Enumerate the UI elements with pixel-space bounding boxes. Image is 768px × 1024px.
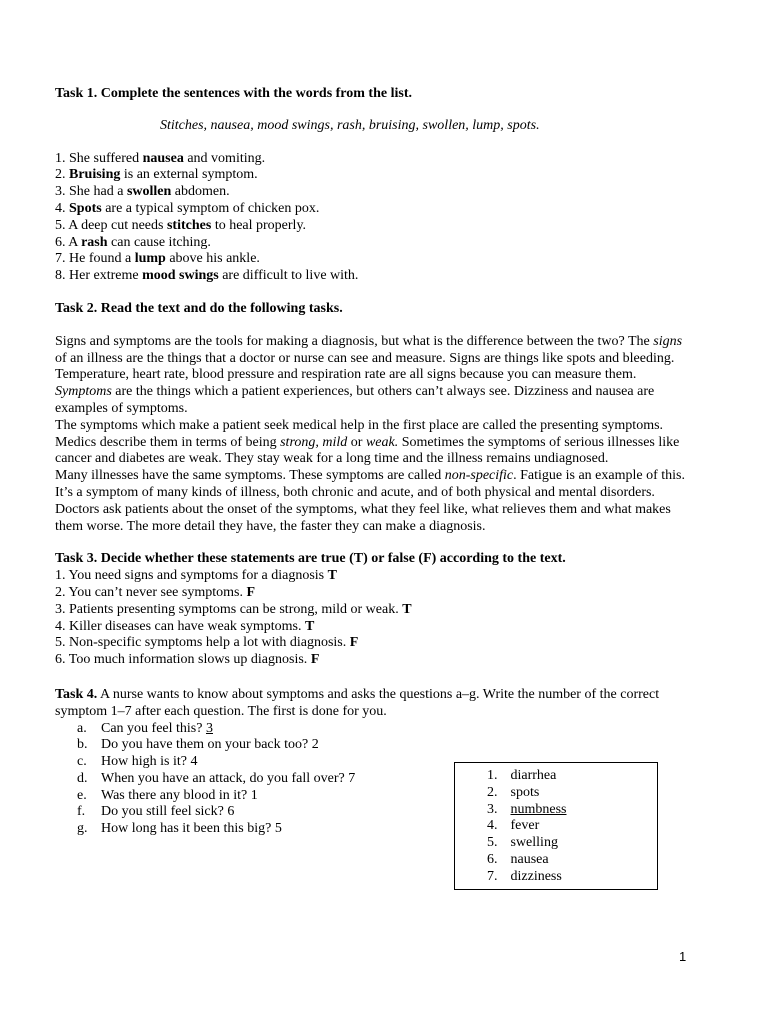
term-strong-mild: strong, mild xyxy=(280,434,348,450)
sentence-text: 5. A deep cut needs xyxy=(55,217,167,233)
symptom-name: swelling xyxy=(510,835,558,851)
sentence xyxy=(55,167,695,184)
answer-word: Spots xyxy=(69,200,102,216)
question-answer: 4 xyxy=(190,754,198,770)
symptom-name: dizziness xyxy=(510,868,562,884)
question-text: How long has it been this big? xyxy=(101,821,275,837)
sentence xyxy=(55,235,695,252)
task3-statements xyxy=(55,568,695,669)
symptom-box xyxy=(454,762,658,890)
symptom-name: diarrhea xyxy=(510,768,557,783)
question-letter: a. xyxy=(77,720,87,736)
task4-heading: Task 4. xyxy=(55,686,98,702)
answer-word: nausea xyxy=(142,150,184,166)
task2-paragraph-1 xyxy=(55,334,695,418)
question-answer: 6 xyxy=(227,804,235,820)
sentence-text: is an external symptom. xyxy=(120,167,258,183)
sentence-text: 3. She had a xyxy=(55,184,127,200)
question-answer: 7 xyxy=(348,770,356,786)
sentence-text: 1. She suffered xyxy=(55,150,143,166)
question-text: Can you feel this? xyxy=(101,720,206,736)
sentence-text: 2. xyxy=(55,167,69,183)
sentence-text: abdomen. xyxy=(171,184,230,200)
worksheet xyxy=(55,86,695,838)
symptom-name: spots xyxy=(510,784,540,800)
symptom-name: fever xyxy=(510,818,540,834)
text-run: . Fatigue is an example of this. It’s a symptom of many kinds of illness, both chronic and acute, and of both physical and mental disorders. xyxy=(55,468,685,500)
sentence xyxy=(55,251,695,268)
question-answer: 3 xyxy=(205,720,213,736)
term-non-specific: non-specific xyxy=(444,468,514,484)
question-text: Was there any blood in it? xyxy=(101,787,251,803)
symptom-item xyxy=(487,768,657,785)
statement-text: 6. Too much information slows up diagnosis. xyxy=(55,652,311,668)
task2-paragraph-3 xyxy=(55,468,695,502)
sentence xyxy=(55,151,695,168)
answer-word: stitches xyxy=(166,217,212,233)
statement-text: 5. Non-specific symptoms help a lot with diagnosis. xyxy=(55,635,350,651)
text-run: are the things which a patient experiences, but others can’t always see. Dizziness and nausea are examples of symptoms. xyxy=(55,384,655,416)
symptom-item xyxy=(487,835,657,852)
symptom-name: numbness xyxy=(510,801,567,817)
symptom-item xyxy=(487,852,657,869)
statement-answer: T xyxy=(402,601,412,617)
term-signs: signs xyxy=(653,333,683,349)
symptom-item xyxy=(487,818,657,835)
question-text: When you have an attack, do you fall over? xyxy=(101,770,349,786)
statement-answer: F xyxy=(349,635,359,651)
sentence-text: to heal properly. xyxy=(211,217,307,233)
task4-intro xyxy=(55,687,695,721)
question-letter: g. xyxy=(77,821,88,837)
statement-text: 2. You can’t never see symptoms. xyxy=(55,584,247,600)
task2-paragraph-4: Doctors ask patients about the onset of the symptoms, what they feel like, what relieves them and what makes them worse. The more detail they have, the faster they can make a diagnosis. xyxy=(55,501,671,534)
sentence-text: are difficult to live with. xyxy=(218,268,359,284)
question-letter: d. xyxy=(77,770,88,786)
sentence xyxy=(55,201,695,218)
answer-word: lump xyxy=(134,251,166,267)
symptom-number: 2. xyxy=(487,784,498,800)
answer-word: swollen xyxy=(126,184,172,200)
task3-heading: Task 3. Decide whether these statements are true (T) or false (F) according to the text. xyxy=(55,551,566,567)
question-letter: b. xyxy=(77,737,88,753)
statement-answer: T xyxy=(327,568,337,584)
statement-answer: F xyxy=(310,652,320,668)
sentence-text: above his ankle. xyxy=(165,251,260,267)
task2-text xyxy=(55,334,695,536)
task1-heading: Task 1. Complete the sentences with the words from the list. xyxy=(55,86,412,101)
statement xyxy=(55,585,695,602)
symptom-number: 4. xyxy=(487,818,498,834)
question-answer: 5 xyxy=(274,821,282,837)
sentence-text: can cause itching. xyxy=(107,234,211,250)
symptom-number: 1. xyxy=(487,768,498,783)
task1-word-list: Stitches, nausea, mood swings, rash, bruising, swollen, lump, spots. xyxy=(160,117,540,133)
statement xyxy=(55,568,695,585)
term-symptoms: Symptoms xyxy=(55,384,112,400)
sentence-text: 8. Her extreme xyxy=(55,268,143,284)
statement-answer: T xyxy=(305,618,315,634)
symptom-name: nausea xyxy=(510,851,549,867)
sentence-text: and vomiting. xyxy=(183,150,266,166)
question-letter: c. xyxy=(77,754,87,770)
symptom-item xyxy=(487,869,657,886)
sentence-text: are a typical symptom of chicken pox. xyxy=(101,200,320,216)
symptom-number: 3. xyxy=(487,801,498,817)
question-item xyxy=(77,721,695,738)
symptom-number: 6. xyxy=(487,851,498,867)
question-answer: 2 xyxy=(311,737,319,753)
text-run: or xyxy=(347,434,366,450)
task1-sentences xyxy=(55,151,695,285)
task2-heading: Task 2. Read the text and do the following tasks. xyxy=(55,300,343,316)
statement-answer: F xyxy=(246,584,256,600)
text-run: Many illnesses have the same symptoms. These symptoms are called xyxy=(55,468,445,484)
question-answer: 1 xyxy=(250,787,258,803)
text-run: of an illness are the things that a doctor or nurse can see and measure. Signs are things like spots and bleeding. Temperature, heart rate, blood pressure and respiration rate are all signs because you can measure them. xyxy=(55,350,675,383)
statement-text: 1. You need signs and symptoms for a diagnosis xyxy=(55,568,328,584)
symptom-item xyxy=(487,802,657,819)
task4-instructions: A nurse wants to know about symptoms and asks the questions a–g. Write the number of the correct symptom 1–7 after each question. The first is done for you. xyxy=(55,686,660,719)
term-weak: weak. xyxy=(365,434,399,450)
answer-word: mood swings xyxy=(142,268,219,284)
question-item xyxy=(77,737,695,754)
text-run: The symptoms which make a patient seek medical help in the first place are called the presenting symptoms. Medics describe them in terms of being xyxy=(55,417,664,450)
statement xyxy=(55,635,695,652)
question-letter: f. xyxy=(77,804,86,820)
text-run: Signs and symptoms are the tools for making a diagnosis, but what is the difference between the two? The xyxy=(55,333,654,349)
page-number: 1 xyxy=(679,949,687,964)
text-run: Sometimes the symptoms of serious illnesses like cancer and diabetes are weak. They stay weak for a long time and the illness remains undiagnosed. xyxy=(55,434,680,467)
statement-text: 3. Patients presenting symptoms can be strong, mild or weak. xyxy=(55,601,403,617)
sentence-text: 7. He found a xyxy=(55,251,135,267)
question-text: Do you still feel sick? xyxy=(101,804,228,820)
sentence-text: 4. xyxy=(55,200,69,216)
sentence xyxy=(55,184,695,201)
question-text: How high is it? xyxy=(101,754,191,770)
answer-word: Bruising xyxy=(69,167,121,183)
symptom-number: 7. xyxy=(487,868,498,884)
sentence xyxy=(55,268,695,285)
statement xyxy=(55,619,695,636)
sentence-text: 6. A xyxy=(55,234,82,250)
task2-paragraph-2 xyxy=(55,418,695,468)
symptom-number: 5. xyxy=(487,835,498,851)
question-text: Do you have them on your back too? xyxy=(101,737,312,753)
statement-text: 4. Killer diseases can have weak symptoms. xyxy=(55,618,305,634)
sentence xyxy=(55,218,695,235)
answer-word: rash xyxy=(81,234,108,250)
statement xyxy=(55,652,695,669)
statement xyxy=(55,602,695,619)
symptom-item xyxy=(487,785,657,802)
question-letter: e. xyxy=(77,787,87,803)
